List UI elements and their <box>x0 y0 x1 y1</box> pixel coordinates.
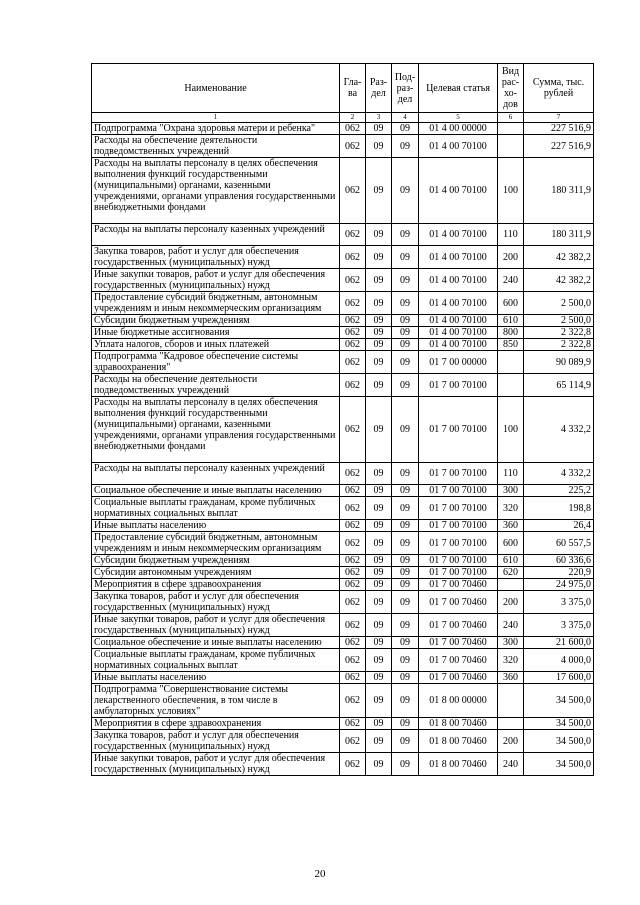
table-row <box>92 292 594 315</box>
row-summa: 4 000,0 <box>524 649 594 672</box>
row-name: Субсидии бюджетным учреждениям <box>92 315 340 327</box>
row-celevaya-statya: 01 7 00 70100 <box>419 520 498 532</box>
row-celevaya-statya: 01 7 00 70100 <box>419 397 498 463</box>
row-vid-rashodov <box>498 684 524 718</box>
table-row <box>92 532 594 555</box>
row-name: Подпрограмма "Охрана здоровья матери и ребенка" <box>92 123 340 135</box>
row-summa: 227 516,9 <box>524 123 594 135</box>
header-summa: Сумма, тыс. рублей <box>524 64 594 113</box>
table-row <box>92 463 594 485</box>
row-razdel: 09 <box>366 649 392 672</box>
row-vid-rashodov: 850 <box>498 339 524 351</box>
row-summa: 65 114,9 <box>524 374 594 397</box>
row-celevaya-statya: 01 7 00 70100 <box>419 497 498 520</box>
row-glava: 062 <box>340 327 366 339</box>
table-row <box>92 351 594 374</box>
row-vid-rashodov <box>498 374 524 397</box>
row-name: Мероприятия в сфере здравоохранения <box>92 718 340 730</box>
table-row <box>92 485 594 497</box>
row-razdel: 09 <box>366 327 392 339</box>
row-name: Закупка товаров, работ и услуг для обеспечения государственных (муниципальных) нужд <box>92 591 340 614</box>
row-vid-rashodov: 200 <box>498 591 524 614</box>
row-name: Субсидии бюджетным учреждениям <box>92 555 340 567</box>
row-vid-rashodov: 620 <box>498 567 524 579</box>
row-glava: 062 <box>340 520 366 532</box>
row-summa: 34 500,0 <box>524 684 594 718</box>
row-glava: 062 <box>340 292 366 315</box>
row-celevaya-statya: 01 4 00 70100 <box>419 158 498 224</box>
table-header-row <box>92 64 594 113</box>
row-celevaya-statya: 01 7 00 70100 <box>419 485 498 497</box>
header-glava: Гла-ва <box>340 64 366 113</box>
row-name: Подпрограмма "Совершенствование системы лекарственного обеспечения, в том числе в амбулаторных условиях" <box>92 684 340 718</box>
table-row <box>92 730 594 753</box>
row-summa: 2 500,0 <box>524 292 594 315</box>
row-celevaya-statya: 01 7 00 70460 <box>419 579 498 591</box>
row-podrazdel: 09 <box>392 246 419 269</box>
row-celevaya-statya: 01 7 00 70460 <box>419 591 498 614</box>
row-summa: 90 089,9 <box>524 351 594 374</box>
row-podrazdel: 09 <box>392 463 419 485</box>
column-number: 3 <box>366 113 392 123</box>
row-podrazdel: 09 <box>392 135 419 158</box>
row-summa: 42 382,2 <box>524 269 594 292</box>
row-razdel: 09 <box>366 158 392 224</box>
row-razdel: 09 <box>366 532 392 555</box>
page-number: 20 <box>314 868 326 880</box>
row-name: Иные бюджетные ассигнования <box>92 327 340 339</box>
row-name: Социальные выплаты гражданам, кроме публичных нормативных социальных выплат <box>92 497 340 520</box>
table-row <box>92 649 594 672</box>
row-name: Социальное обеспечение и иные выплаты населению <box>92 637 340 649</box>
row-podrazdel: 09 <box>392 497 419 520</box>
header-celevaya-statya: Целевая статья <box>419 64 498 113</box>
row-razdel: 09 <box>366 351 392 374</box>
row-vid-rashodov <box>498 718 524 730</box>
row-vid-rashodov: 300 <box>498 485 524 497</box>
row-glava: 062 <box>340 672 366 684</box>
row-razdel: 09 <box>366 497 392 520</box>
row-summa: 220,9 <box>524 567 594 579</box>
row-razdel: 09 <box>366 520 392 532</box>
row-razdel: 09 <box>366 555 392 567</box>
row-celevaya-statya: 01 4 00 70100 <box>419 269 498 292</box>
header-vid-rashodov: Вид рас-хо-дов <box>498 64 524 113</box>
row-glava: 062 <box>340 246 366 269</box>
row-glava: 062 <box>340 315 366 327</box>
table-row <box>92 269 594 292</box>
row-celevaya-statya: 01 4 00 70100 <box>419 135 498 158</box>
row-podrazdel: 09 <box>392 614 419 637</box>
row-vid-rashodov <box>498 123 524 135</box>
row-celevaya-statya: 01 4 00 70100 <box>419 327 498 339</box>
row-vid-rashodov: 100 <box>498 397 524 463</box>
table-body <box>92 123 594 776</box>
row-podrazdel: 09 <box>392 672 419 684</box>
row-razdel: 09 <box>366 591 392 614</box>
row-celevaya-statya: 01 7 00 70100 <box>419 463 498 485</box>
row-glava: 062 <box>340 637 366 649</box>
row-glava: 062 <box>340 591 366 614</box>
row-vid-rashodov: 100 <box>498 158 524 224</box>
row-name: Иные выплаты населению <box>92 672 340 684</box>
row-summa: 34 500,0 <box>524 718 594 730</box>
row-podrazdel: 09 <box>392 649 419 672</box>
row-vid-rashodov: 110 <box>498 463 524 485</box>
row-podrazdel: 09 <box>392 374 419 397</box>
row-podrazdel: 09 <box>392 684 419 718</box>
row-podrazdel: 09 <box>392 351 419 374</box>
row-razdel: 09 <box>366 339 392 351</box>
row-name: Расходы на обеспечение деятельности подведомственных учреждений <box>92 374 340 397</box>
table-row <box>92 123 594 135</box>
row-podrazdel: 09 <box>392 123 419 135</box>
row-name: Мероприятия в сфере здравоохранения <box>92 579 340 591</box>
row-summa: 4 332,2 <box>524 397 594 463</box>
row-vid-rashodov <box>498 579 524 591</box>
row-razdel: 09 <box>366 579 392 591</box>
row-celevaya-statya: 01 8 00 70460 <box>419 753 498 776</box>
row-vid-rashodov: 600 <box>498 532 524 555</box>
row-vid-rashodov: 200 <box>498 730 524 753</box>
row-razdel: 09 <box>366 246 392 269</box>
row-razdel: 09 <box>366 224 392 246</box>
column-number: 1 <box>92 113 340 123</box>
row-celevaya-statya: 01 8 00 70460 <box>419 718 498 730</box>
row-razdel: 09 <box>366 463 392 485</box>
table-row <box>92 135 594 158</box>
row-celevaya-statya: 01 4 00 70100 <box>419 315 498 327</box>
row-celevaya-statya: 01 7 00 70100 <box>419 567 498 579</box>
row-glava: 062 <box>340 532 366 555</box>
row-summa: 227 516,9 <box>524 135 594 158</box>
row-name: Иные закупки товаров, работ и услуг для обеспечения государственных (муниципальных) нужд <box>92 269 340 292</box>
row-celevaya-statya: 01 4 00 70100 <box>419 224 498 246</box>
row-name: Уплата налогов, сборов и иных платежей <box>92 339 340 351</box>
row-celevaya-statya: 01 4 00 70100 <box>419 246 498 269</box>
row-celevaya-statya: 01 4 00 00000 <box>419 123 498 135</box>
row-glava: 062 <box>340 684 366 718</box>
row-vid-rashodov: 610 <box>498 555 524 567</box>
row-glava: 062 <box>340 567 366 579</box>
row-podrazdel: 09 <box>392 485 419 497</box>
row-vid-rashodov: 360 <box>498 672 524 684</box>
table-row <box>92 637 594 649</box>
row-podrazdel: 09 <box>392 567 419 579</box>
row-summa: 17 600,0 <box>524 672 594 684</box>
row-summa: 42 382,2 <box>524 246 594 269</box>
row-vid-rashodov: 610 <box>498 315 524 327</box>
table-row <box>92 497 594 520</box>
table-row <box>92 339 594 351</box>
row-celevaya-statya: 01 7 00 70460 <box>419 672 498 684</box>
row-celevaya-statya: 01 7 00 70100 <box>419 532 498 555</box>
table-row <box>92 374 594 397</box>
row-vid-rashodov: 200 <box>498 246 524 269</box>
row-glava: 062 <box>340 351 366 374</box>
row-razdel: 09 <box>366 684 392 718</box>
budget-table <box>91 63 594 776</box>
row-razdel: 09 <box>366 123 392 135</box>
row-vid-rashodov <box>498 351 524 374</box>
row-razdel: 09 <box>366 135 392 158</box>
row-vid-rashodov: 240 <box>498 753 524 776</box>
row-razdel: 09 <box>366 614 392 637</box>
row-razdel: 09 <box>366 567 392 579</box>
row-razdel: 09 <box>366 753 392 776</box>
row-glava: 062 <box>340 397 366 463</box>
row-celevaya-statya: 01 4 00 70100 <box>419 339 498 351</box>
row-summa: 3 375,0 <box>524 591 594 614</box>
table-row <box>92 591 594 614</box>
table-row <box>92 158 594 224</box>
row-podrazdel: 09 <box>392 637 419 649</box>
row-razdel: 09 <box>366 730 392 753</box>
table-row <box>92 672 594 684</box>
row-razdel: 09 <box>366 485 392 497</box>
row-vid-rashodov: 320 <box>498 497 524 520</box>
column-number: 7 <box>524 113 594 123</box>
row-glava: 062 <box>340 123 366 135</box>
row-razdel: 09 <box>366 315 392 327</box>
header-razdel: Раз-дел <box>366 64 392 113</box>
row-podrazdel: 09 <box>392 718 419 730</box>
header-name: Наименование <box>92 64 340 113</box>
row-podrazdel: 09 <box>392 269 419 292</box>
row-glava: 062 <box>340 649 366 672</box>
row-summa: 2 322,8 <box>524 339 594 351</box>
row-summa: 4 332,2 <box>524 463 594 485</box>
table-row <box>92 520 594 532</box>
row-glava: 062 <box>340 579 366 591</box>
row-summa: 21 600,0 <box>524 637 594 649</box>
row-vid-rashodov <box>498 135 524 158</box>
row-celevaya-statya: 01 7 00 70100 <box>419 555 498 567</box>
row-celevaya-statya: 01 7 00 70460 <box>419 649 498 672</box>
row-podrazdel: 09 <box>392 397 419 463</box>
row-name: Субсидии автономным учреждениям <box>92 567 340 579</box>
row-podrazdel: 09 <box>392 591 419 614</box>
row-podrazdel: 09 <box>392 753 419 776</box>
row-vid-rashodov: 240 <box>498 614 524 637</box>
table-row <box>92 753 594 776</box>
row-vid-rashodov: 320 <box>498 649 524 672</box>
column-number: 6 <box>498 113 524 123</box>
row-celevaya-statya: 01 7 00 70460 <box>419 637 498 649</box>
row-glava: 062 <box>340 753 366 776</box>
row-razdel: 09 <box>366 374 392 397</box>
row-glava: 062 <box>340 224 366 246</box>
row-name: Иные выплаты населению <box>92 520 340 532</box>
row-name: Расходы на обеспечение деятельности подведомственных учреждений <box>92 135 340 158</box>
row-name: Расходы на выплаты персоналу казенных учреждений <box>92 463 340 485</box>
row-podrazdel: 09 <box>392 520 419 532</box>
row-name: Расходы на выплаты персоналу в целях обеспечения выполнения функций государственными (муниципальными) органами, казенными учреждениями, органами управления государственными внебюджетными фондами <box>92 397 340 463</box>
row-glava: 062 <box>340 555 366 567</box>
row-summa: 2 322,8 <box>524 327 594 339</box>
row-name: Расходы на выплаты персоналу в целях обеспечения выполнения функций государственными (муниципальными) органами, казенными учреждениями, органами управления государственными внебюджетными фондами <box>92 158 340 224</box>
table-row <box>92 567 594 579</box>
table-row <box>92 327 594 339</box>
row-razdel: 09 <box>366 637 392 649</box>
row-name: Предоставление субсидий бюджетным, автономным учреждениям и иным некоммерческим организациям <box>92 532 340 555</box>
row-name: Социальное обеспечение и иные выплаты населению <box>92 485 340 497</box>
table-row <box>92 315 594 327</box>
row-vid-rashodov: 600 <box>498 292 524 315</box>
table-row <box>92 246 594 269</box>
row-glava: 062 <box>340 718 366 730</box>
row-name: Иные закупки товаров, работ и услуг для обеспечения государственных (муниципальных) нужд <box>92 753 340 776</box>
row-celevaya-statya: 01 8 00 70460 <box>419 730 498 753</box>
table-row <box>92 224 594 246</box>
row-podrazdel: 09 <box>392 224 419 246</box>
row-podrazdel: 09 <box>392 532 419 555</box>
row-razdel: 09 <box>366 397 392 463</box>
row-summa: 26,4 <box>524 520 594 532</box>
row-name: Подпрограмма "Кадровое обеспечение системы здравоохранения" <box>92 351 340 374</box>
row-podrazdel: 09 <box>392 730 419 753</box>
row-summa: 3 375,0 <box>524 614 594 637</box>
row-summa: 180 311,9 <box>524 158 594 224</box>
row-name: Иные закупки товаров, работ и услуг для обеспечения государственных (муниципальных) нужд <box>92 614 340 637</box>
row-glava: 062 <box>340 269 366 292</box>
row-name: Предоставление субсидий бюджетным, автономным учреждениям и иным некоммерческим организациям <box>92 292 340 315</box>
row-glava: 062 <box>340 614 366 637</box>
column-number: 5 <box>419 113 498 123</box>
row-summa: 34 500,0 <box>524 730 594 753</box>
row-summa: 180 311,9 <box>524 224 594 246</box>
row-vid-rashodov: 360 <box>498 520 524 532</box>
row-vid-rashodov: 110 <box>498 224 524 246</box>
table-row <box>92 684 594 718</box>
row-podrazdel: 09 <box>392 292 419 315</box>
row-summa: 60 336,6 <box>524 555 594 567</box>
row-razdel: 09 <box>366 672 392 684</box>
table-row <box>92 579 594 591</box>
row-celevaya-statya: 01 8 00 00000 <box>419 684 498 718</box>
row-summa: 198,8 <box>524 497 594 520</box>
row-razdel: 09 <box>366 292 392 315</box>
row-name: Закупка товаров, работ и услуг для обеспечения государственных (муниципальных) нужд <box>92 246 340 269</box>
row-name: Закупка товаров, работ и услуг для обеспечения государственных (муниципальных) нужд <box>92 730 340 753</box>
column-numbers-row <box>92 113 594 123</box>
row-glava: 062 <box>340 374 366 397</box>
row-glava: 062 <box>340 497 366 520</box>
row-celevaya-statya: 01 4 00 70100 <box>419 292 498 315</box>
row-glava: 062 <box>340 485 366 497</box>
row-celevaya-statya: 01 7 00 70460 <box>419 614 498 637</box>
table-row <box>92 555 594 567</box>
row-glava: 062 <box>340 730 366 753</box>
row-glava: 062 <box>340 158 366 224</box>
row-summa: 24 975,0 <box>524 579 594 591</box>
row-razdel: 09 <box>366 269 392 292</box>
table-row <box>92 614 594 637</box>
row-podrazdel: 09 <box>392 339 419 351</box>
row-podrazdel: 09 <box>392 315 419 327</box>
row-podrazdel: 09 <box>392 158 419 224</box>
row-name: Расходы на выплаты персоналу казенных учреждений <box>92 224 340 246</box>
row-razdel: 09 <box>366 718 392 730</box>
table-row <box>92 397 594 463</box>
row-summa: 60 557,5 <box>524 532 594 555</box>
row-glava: 062 <box>340 339 366 351</box>
row-vid-rashodov: 240 <box>498 269 524 292</box>
row-name: Социальные выплаты гражданам, кроме публичных нормативных социальных выплат <box>92 649 340 672</box>
row-celevaya-statya: 01 7 00 70100 <box>419 374 498 397</box>
row-summa: 2 500,0 <box>524 315 594 327</box>
header-podrazdel: Под-раз-дел <box>392 64 419 113</box>
row-podrazdel: 09 <box>392 555 419 567</box>
row-podrazdel: 09 <box>392 327 419 339</box>
row-glava: 062 <box>340 135 366 158</box>
row-podrazdel: 09 <box>392 579 419 591</box>
row-vid-rashodov: 800 <box>498 327 524 339</box>
table-row <box>92 718 594 730</box>
column-number: 2 <box>340 113 366 123</box>
row-celevaya-statya: 01 7 00 00000 <box>419 351 498 374</box>
column-number: 4 <box>392 113 419 123</box>
row-summa: 225,2 <box>524 485 594 497</box>
row-summa: 34 500,0 <box>524 753 594 776</box>
row-vid-rashodov: 300 <box>498 637 524 649</box>
row-glava: 062 <box>340 463 366 485</box>
